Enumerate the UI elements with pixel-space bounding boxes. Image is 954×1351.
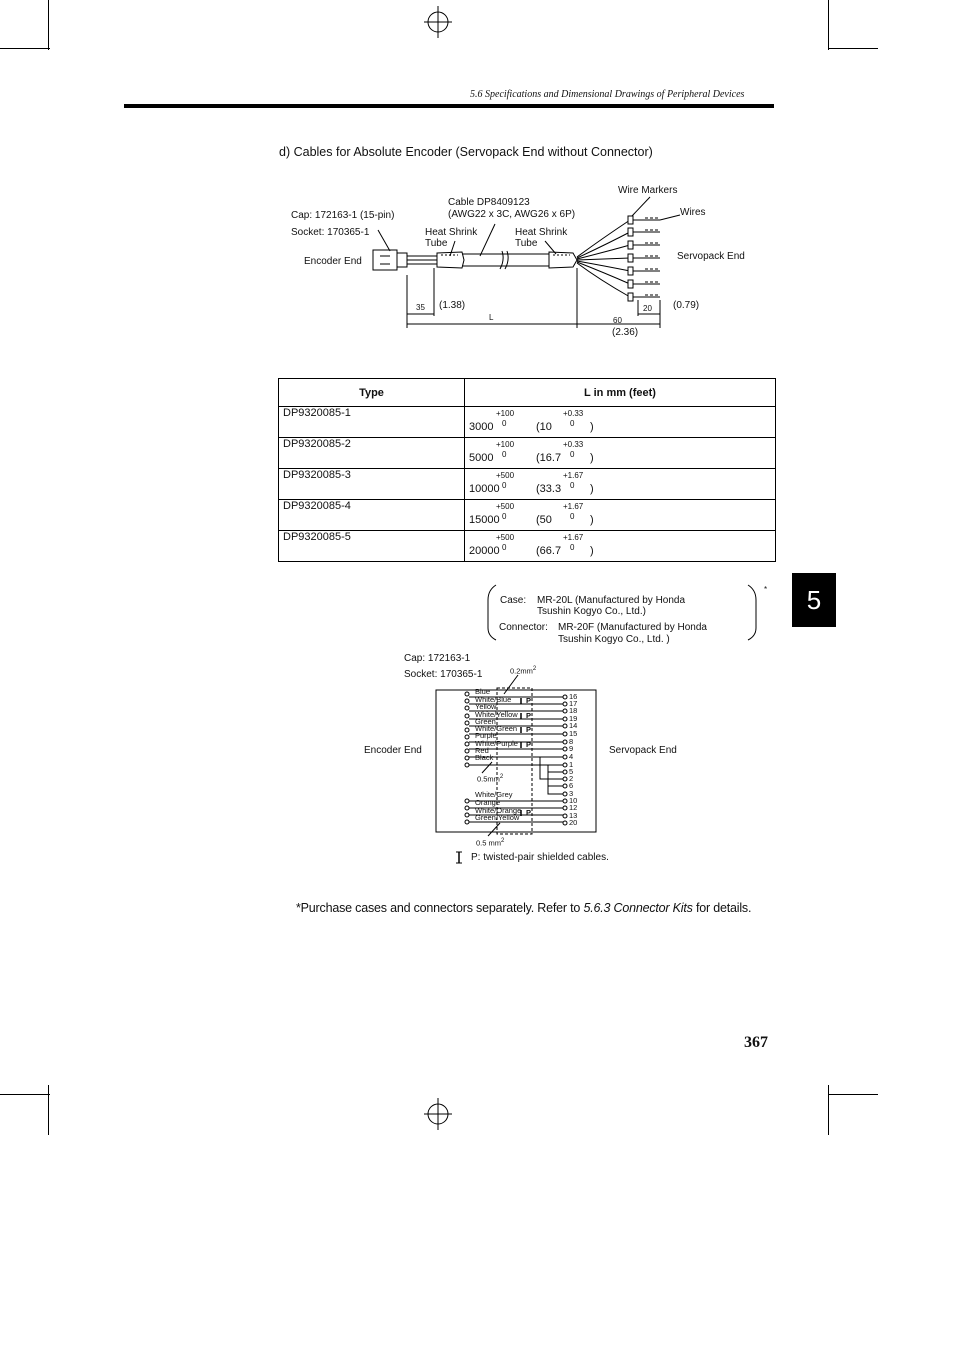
encoder-end-label: Encoder End: [364, 745, 422, 756]
table-row: [279, 500, 776, 531]
length-ft-tol-low: 0: [570, 481, 575, 490]
registration-target-icon: [424, 6, 452, 1130]
wire-color-label: Green: [475, 717, 496, 726]
pin-number: 9: [569, 744, 574, 753]
length-mm: 20000: [469, 545, 500, 557]
length-ft: (16.7: [536, 452, 562, 464]
length-mm-tol-up: +100: [496, 440, 515, 449]
length-close: ): [590, 483, 594, 495]
case-label: Case:: [500, 595, 527, 606]
pin-number: 5: [569, 767, 574, 776]
wire-color-label: White/Blue: [475, 695, 512, 704]
pin-number: 13: [569, 811, 578, 820]
pin-number: 15: [569, 729, 578, 738]
pin-number: 16: [569, 692, 578, 701]
table-row: [279, 438, 776, 469]
table-row: [279, 531, 776, 562]
length-ft: (50: [536, 514, 552, 526]
pin-number: 8: [569, 737, 574, 746]
section-title: d) Cables for Absolute Encoder (Servopack End without Connector): [279, 145, 653, 159]
twisted-pair-mark: P: [526, 725, 532, 734]
heat-shrink-label: Tube: [515, 238, 538, 249]
pin-number: 10: [569, 796, 578, 805]
wire-color-label: Purple: [475, 731, 497, 740]
dimension-label: (0.79): [673, 300, 700, 311]
wire-color-label: Orange: [475, 798, 501, 807]
length-mm: 15000: [469, 514, 500, 526]
heat-shrink-label: Heat Shrink: [425, 227, 478, 238]
page-number: 367: [744, 1034, 768, 1051]
wire-color-label: White/Green: [475, 724, 518, 733]
wire-area-label: $0.2mm^2$: [510, 666, 537, 676]
chapter-tab: 5: [792, 573, 836, 627]
pin-number: 14: [569, 721, 578, 730]
running-header: 5.6 Specifications and Dimensional Drawings of Peripheral Devices: [470, 89, 745, 100]
length-mm-tol-low: 0: [502, 543, 507, 552]
type-cell: DP9320085-2: [279, 438, 465, 469]
pin-number: 17: [569, 699, 578, 708]
wire-color-label: Black: [475, 753, 494, 762]
socket-label: Socket: 170365-1: [291, 227, 370, 238]
dimension-label: (1.38): [439, 300, 466, 311]
wire-area-label: $0.5mm^2$: [477, 774, 504, 784]
cable-label: Cable DP8409123: [448, 197, 530, 208]
length-ft: (10: [536, 421, 552, 433]
wire-color-label: Green/Yellow: [475, 813, 520, 822]
pin-number: 4: [569, 752, 574, 761]
type-cell: DP9320085-5: [279, 531, 465, 562]
type-cell: DP9320085-3: [279, 469, 465, 500]
twisted-pair-mark: P: [526, 696, 532, 705]
length-mm-tol-low: 0: [502, 419, 507, 428]
pin-number: 12: [569, 803, 578, 812]
length-cell: [465, 438, 776, 469]
servopack-end-label: Servopack End: [677, 251, 745, 262]
length-mm: 10000: [469, 483, 500, 495]
length-ft-tol-up: +1.67: [563, 533, 584, 542]
wire-markers-label: Wire Markers: [618, 185, 678, 196]
pin-number: 19: [569, 714, 578, 723]
length-mm-tol-up: +500: [496, 471, 515, 480]
header-rule: [124, 104, 774, 108]
table-header-row: [279, 379, 776, 407]
length-mm-tol-low: 0: [502, 512, 507, 521]
length-mm-tol-low: 0: [502, 450, 507, 459]
column-header: L in mm (feet): [465, 379, 776, 407]
wire-color-label: Yellow: [475, 702, 497, 711]
dimension-label: 35: [416, 303, 425, 312]
length-mm: 5000: [469, 452, 494, 464]
cap-label: Cap: 172163-1 (15-pin): [291, 210, 395, 221]
length-ft: (66.7: [536, 545, 562, 557]
wiring-socket-label: Socket: 170365-1: [404, 669, 483, 680]
cable-spec-label: (AWG22 x 3C, AWG26 x 6P): [448, 209, 576, 220]
length-ft-tol-up: +0.33: [563, 409, 584, 418]
wires-label: Wires: [680, 207, 706, 218]
connector-value: Tsushin Kogyo Co., Ltd. ): [558, 634, 670, 645]
length-mm-tol-up: +100: [496, 409, 515, 418]
encoder-end-label: Encoder End: [304, 256, 362, 267]
length-ft-tol-low: 0: [570, 450, 575, 459]
wire-color-label: White/Orange: [475, 806, 522, 815]
pin-number: 6: [569, 781, 574, 790]
length-mm-tol-low: 0: [502, 481, 507, 490]
length-mm: 3000: [469, 421, 494, 433]
length-ft-tol-up: +1.67: [563, 502, 584, 511]
asterisk-mark: *: [764, 585, 768, 594]
pin-number: 1: [569, 760, 574, 769]
footnote: *Purchase cases and connectors separately. Refer to 5.6.3 Connector Kits for details.: [296, 901, 752, 915]
length-close: ): [590, 452, 594, 464]
wiring-cap-label: Cap: 172163-1: [404, 653, 471, 664]
wire-color-label: White/Grey: [475, 790, 513, 799]
length-close: ): [590, 545, 594, 557]
dimension-label: (2.36): [612, 327, 639, 338]
type-cell: DP9320085-1: [279, 407, 465, 438]
length-ft-tol-up: +1.67: [563, 471, 584, 480]
length-ft: (33.3: [536, 483, 562, 495]
pin-number: 3: [569, 789, 574, 798]
case-value: Tsushin Kogyo Co., Ltd.): [537, 606, 646, 617]
length-cell: [465, 469, 776, 500]
dimension-label: 20: [643, 304, 652, 313]
pin-number: 2: [569, 774, 574, 783]
length-mm-tol-up: +500: [496, 502, 515, 511]
length-cell: [465, 531, 776, 562]
twisted-pair-mark: P: [526, 808, 532, 817]
length-ft-tol-low: 0: [570, 512, 575, 521]
heat-shrink-label: Tube: [425, 238, 448, 249]
pin-number: 18: [569, 706, 578, 715]
wire-color-label: Red: [475, 746, 489, 755]
twisted-pair-mark: P: [526, 740, 532, 749]
wire-area-label: 0.5 $mm^2$: [476, 838, 505, 848]
type-cell: DP9320085-4: [279, 500, 465, 531]
legend-text: P: twisted-pair shielded cables.: [471, 852, 609, 863]
length-ft-tol-low: 0: [570, 419, 575, 428]
length-close: ): [590, 421, 594, 433]
wire-color-label: White/Purple: [475, 739, 518, 748]
heat-shrink-label: Heat Shrink: [515, 227, 568, 238]
case-value: MR-20L (Manufactured by Honda: [537, 595, 686, 606]
length-ft-tol-low: 0: [570, 543, 575, 552]
dimension-label: 60: [613, 316, 622, 325]
wire-color-label: Blue: [475, 687, 491, 696]
wire-color-label: White/Yellow: [475, 710, 518, 719]
cable-length-table: [278, 378, 776, 562]
column-header: Type: [279, 379, 465, 407]
section-reference: 5.6.3 Connector Kits: [583, 901, 693, 915]
connector-label: Connector:: [499, 622, 548, 633]
table-row: [279, 469, 776, 500]
dimension-label: L: [489, 313, 494, 322]
length-mm-tol-up: +500: [496, 533, 515, 542]
servopack-end-label: Servopack End: [609, 745, 677, 756]
pin-number: 20: [569, 818, 578, 827]
twisted-pair-mark: P: [526, 711, 532, 720]
connector-value: MR-20F (Manufactured by Honda: [558, 622, 707, 633]
length-ft-tol-up: +0.33: [563, 440, 584, 449]
length-close: ): [590, 514, 594, 526]
length-cell: [465, 500, 776, 531]
length-cell: [465, 407, 776, 438]
table-row: [279, 407, 776, 438]
